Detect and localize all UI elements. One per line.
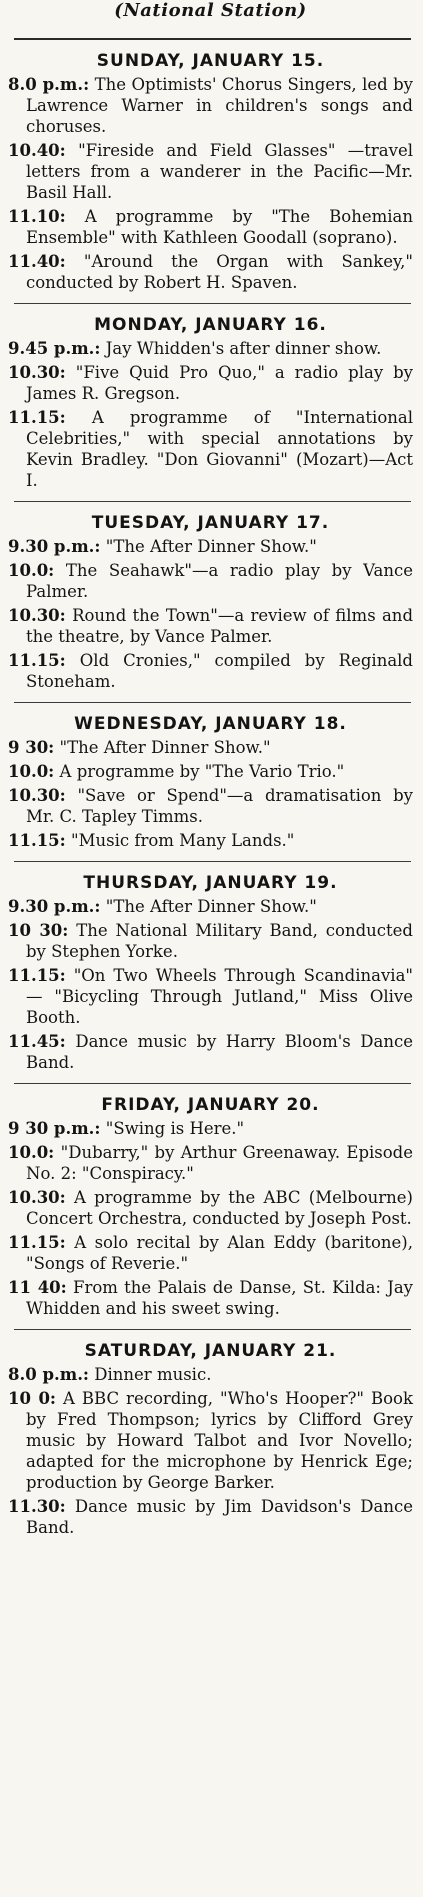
programme-entry	[8, 605, 413, 647]
programme-entry	[8, 1388, 413, 1493]
programme-entry	[8, 338, 413, 359]
day-heading: SUNDAY, JANUARY 15.	[96, 51, 325, 71]
entry-description: "The After Dinner Show."	[59, 738, 271, 757]
entry-time: 10 30:	[8, 921, 69, 940]
entry-description: Round the Town"—a review of films and the theatre, by Vance Palmer.	[26, 606, 413, 646]
entry-time: 11.15:	[8, 651, 66, 670]
programme-entry	[8, 1118, 413, 1139]
entry-time: 11.30:	[8, 1497, 66, 1516]
day-section	[8, 1094, 413, 1319]
entry-time: 9 30:	[8, 738, 55, 757]
entry-time: 10 0:	[8, 1389, 57, 1408]
day-divider	[14, 861, 411, 862]
programme-entry	[8, 1364, 413, 1385]
entry-time: 11.15:	[8, 1233, 66, 1252]
entry-time: 10.30:	[8, 1188, 66, 1207]
entry-time: 10.40:	[8, 141, 66, 160]
programme-entry	[8, 407, 413, 491]
entry-time: 10.0:	[8, 561, 55, 580]
entry-time: 11.10:	[8, 207, 66, 226]
day-divider	[14, 702, 411, 703]
header-rule	[14, 38, 411, 40]
entry-description: Dance music by Jim Davidson's Dance Band.	[26, 1497, 413, 1537]
entry-description: From the Palais de Danse, St. Kilda: Jay Whidden and his sweet swing.	[26, 1278, 414, 1318]
programme-listing	[8, 50, 413, 1538]
entry-description: A programme by the ABC (Melbourne) Concert Orchestra, conducted by Joseph Post.	[26, 1188, 413, 1228]
programme-entry	[8, 1142, 413, 1184]
programme-entry	[8, 830, 413, 851]
programme-entry	[8, 140, 413, 203]
day-divider	[14, 303, 411, 304]
entry-time: 9.45 p.m.:	[8, 339, 101, 358]
programme-entry	[8, 536, 413, 557]
entry-description: Old Cronies," compiled by Reginald Stoneham.	[26, 651, 413, 691]
programme-entry	[8, 650, 413, 692]
entry-description: Jay Whidden's after dinner show.	[105, 339, 382, 358]
entry-description: "Swing is Here."	[105, 1119, 245, 1138]
entry-time: 11.45:	[8, 1032, 66, 1051]
entry-description: "The After Dinner Show."	[105, 537, 317, 556]
day-heading: MONDAY, JANUARY 16.	[94, 315, 327, 335]
entry-time: 11.15:	[8, 408, 66, 427]
day-section	[8, 512, 413, 692]
entry-time: 10.30:	[8, 606, 66, 625]
day-heading: FRIDAY, JANUARY 20.	[101, 1095, 320, 1115]
entry-description: A BBC recording, "Who's Hooper?" Book by Fred Thompson; lyrics by Clifford Grey music by Howard Talbot and Ivor Novello; adapted for the microphone by Henrick Ege; production by George Barker.	[26, 1389, 413, 1492]
entry-description: "On Two Wheels Through Scandinavia" — "Bicycling Through Jutland," Miss Olive Booth.	[26, 966, 414, 1027]
programme-entry	[8, 560, 413, 602]
programme-entry	[8, 761, 413, 782]
programme-entry	[8, 1277, 413, 1319]
day-section	[8, 50, 413, 293]
programme-entry	[8, 1031, 413, 1073]
entry-description: "Five Quid Pro Quo," a radio play by James R. Gregson.	[26, 363, 414, 403]
programme-entry	[8, 206, 413, 248]
entry-description: "Music from Many Lands."	[71, 831, 295, 850]
entry-time: 10.30:	[8, 363, 66, 382]
programme-entry	[8, 74, 413, 137]
entry-description: A programme by "The Vario Trio."	[59, 762, 345, 781]
programme-entry	[8, 1496, 413, 1538]
entry-time: 9 30 p.m.:	[8, 1119, 101, 1138]
entry-time: 11 40:	[8, 1278, 67, 1297]
day-divider	[14, 501, 411, 502]
programme-entry	[8, 251, 413, 293]
entry-time: 8.0 p.m.:	[8, 75, 90, 94]
entry-time: 11.15:	[8, 966, 66, 985]
day-heading: WEDNESDAY, JANUARY 18.	[74, 714, 347, 734]
day-heading: SATURDAY, JANUARY 21.	[84, 1341, 337, 1361]
programme-entry	[8, 965, 413, 1028]
day-heading: THURSDAY, JANUARY 19.	[83, 873, 338, 893]
entry-time: 10.0:	[8, 1143, 55, 1162]
day-heading: TUESDAY, JANUARY 17.	[91, 513, 330, 533]
programme-entry	[8, 1232, 413, 1274]
entry-description: Dance music by Harry Bloom's Dance Band.	[26, 1032, 413, 1072]
entry-description: The Optimists' Chorus Singers, led by Lawrence Warner in children's songs and choruses.	[26, 75, 414, 136]
day-section	[8, 314, 413, 491]
entry-description: The Seahawk"—a radio play by Vance Palmer.	[26, 561, 413, 601]
entry-description: "Around the Organ with Sankey," conducted by Robert H. Spaven.	[26, 252, 413, 292]
programme-entry	[8, 362, 413, 404]
entry-description: Dinner music.	[94, 1365, 212, 1384]
entry-time: 9.30 p.m.:	[8, 897, 101, 916]
entry-time: 9.30 p.m.:	[8, 537, 101, 556]
entry-description: "Dubarry," by Arthur Greenaway. Episode No. 2: "Conspiracy."	[26, 1143, 414, 1183]
programme-entry	[8, 785, 413, 827]
entry-time: 10.30:	[8, 786, 66, 805]
entry-time: 10.0:	[8, 762, 55, 781]
entry-time: 8.0 p.m.:	[8, 1365, 90, 1384]
entry-time: 11.40:	[8, 252, 66, 271]
day-divider	[14, 1083, 411, 1084]
entry-description: The National Military Band, conducted by Stephen Yorke.	[26, 921, 413, 961]
entry-time: 11.15:	[8, 831, 66, 850]
entry-description: "Fireside and Field Glasses" —travel letters from a wanderer in the Pacific—Mr. Basil Hall.	[26, 141, 413, 202]
day-section	[8, 872, 413, 1073]
entry-description: A programme by "The Bohemian Ensemble" with Kathleen Goodall (soprano).	[26, 207, 413, 247]
station-header: (National Station)	[114, 0, 307, 21]
entry-description: "Save or Spend"—a dramatisation by Mr. C. Tapley Timms.	[26, 786, 413, 826]
entry-description: A programme of "International Celebrities," with special annotations by Kevin Bradley. "Don Giovanni" (Mozart)—Act I.	[26, 408, 413, 490]
programme-entry	[8, 896, 413, 917]
programme-entry	[8, 920, 413, 962]
day-section	[8, 713, 413, 851]
day-divider	[14, 1329, 411, 1330]
day-section	[8, 1340, 413, 1538]
entry-description: "The After Dinner Show."	[105, 897, 317, 916]
programme-entry	[8, 737, 413, 758]
entry-description: A solo recital by Alan Eddy (baritone), "Songs of Reverie."	[26, 1233, 413, 1273]
programme-entry	[8, 1187, 413, 1229]
